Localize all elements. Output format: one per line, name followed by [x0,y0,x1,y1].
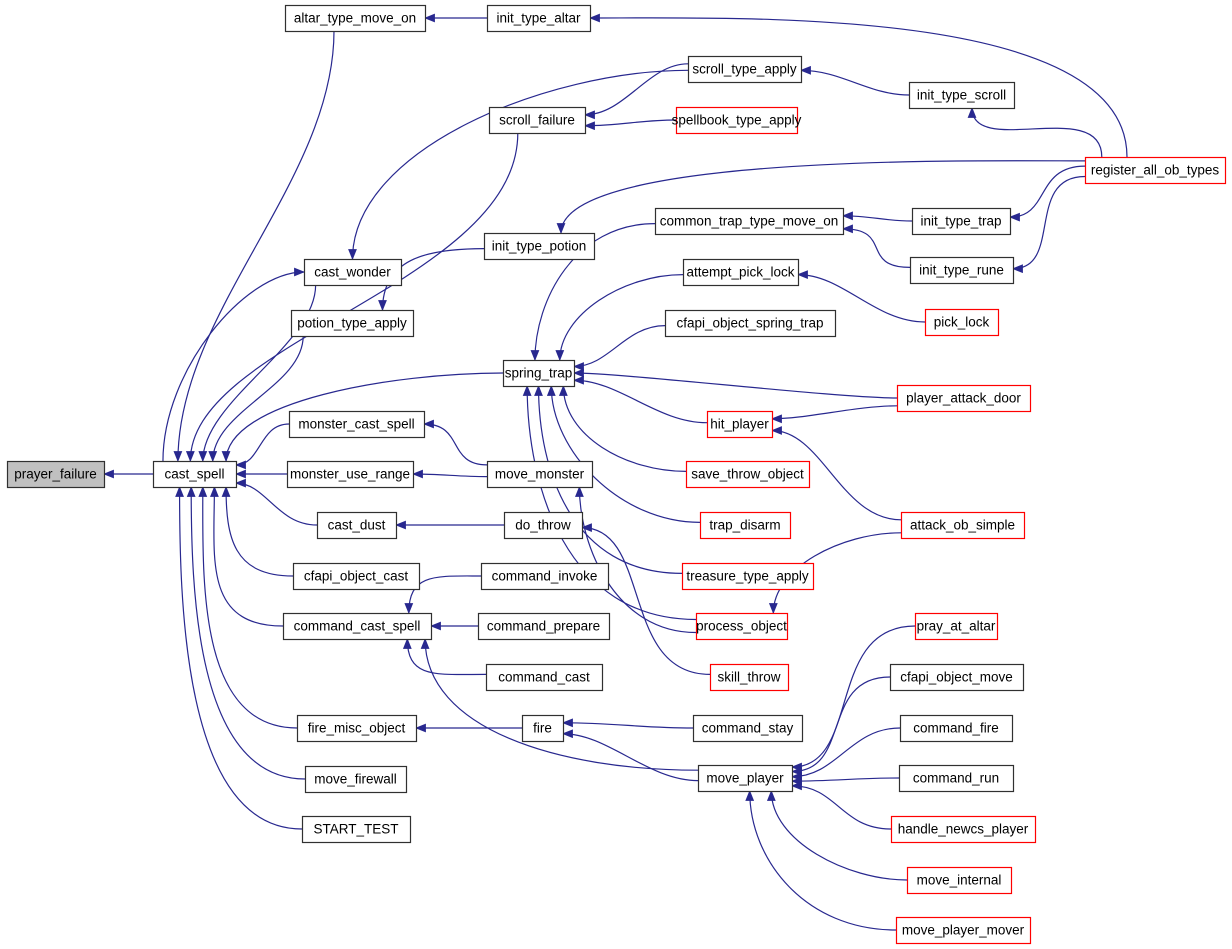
node-label: init_type_rune [919,262,1004,278]
edge-attempt_pick_lock-to-spring_trap [560,275,683,360]
node-move_player[interactable] [699,766,793,792]
node-fire[interactable] [523,716,564,742]
node-move_monster[interactable] [488,462,593,488]
node-pick_lock[interactable] [926,310,999,336]
node-label: move_internal [916,872,1002,888]
node-pray_at_altar[interactable] [916,614,998,640]
node-label: cast_wonder [314,264,391,280]
edge-fire_misc_object-to-cast_spell [203,487,297,728]
edge-command_fire-to-move_player [792,728,900,777]
node-prayer_failure[interactable] [8,462,105,488]
edge-init_type_trap-to-common_trap_type_move_on [843,216,912,221]
node-fire_misc_object[interactable] [298,716,417,742]
node-label: process_object [696,618,787,634]
node-handle_newcs_player[interactable] [892,817,1036,843]
edge-START_TEST-to-cast_spell [180,487,302,829]
node-label: scroll_type_apply [692,61,797,77]
node-label: save_throw_object [691,466,804,482]
node-label: START_TEST [313,821,399,837]
node-label: cast_spell [164,466,225,482]
edge-player_attack_door-to-hit_player [772,406,897,419]
edge-move_monster-to-monster_use_range [413,474,487,477]
node-label: hit_player [710,416,769,432]
edge-trap_disarm-to-spring_trap [551,386,700,522]
node-label: common_trap_type_move_on [659,213,839,229]
node-label: potion_type_apply [297,315,407,331]
node-register_all_ob_types[interactable] [1086,158,1226,184]
node-label: attack_ob_simple [909,517,1016,533]
node-init_type_scroll[interactable] [910,83,1015,109]
node-altar_type_move_on[interactable] [286,6,426,32]
node-label: fire [533,720,552,736]
node-attack_ob_simple[interactable] [902,513,1025,539]
node-command_invoke[interactable] [482,564,609,590]
edge-skill_throw-to-do_throw [582,528,710,675]
node-init_type_rune[interactable] [911,258,1014,284]
node-hit_player[interactable] [708,412,773,438]
node-spellbook_type_apply[interactable] [672,108,802,134]
node-label: treasure_type_apply [686,568,809,584]
node-trap_disarm[interactable] [701,513,791,539]
node-skill_throw[interactable] [711,665,789,691]
node-do_throw[interactable] [505,513,583,539]
edge-init_type_scroll-to-scroll_type_apply [801,70,909,95]
node-label: skill_throw [717,669,781,685]
node-spring_trap[interactable] [504,361,575,387]
node-label: command_prepare [486,618,601,634]
node-label: prayer_failure [14,466,97,482]
node-label: move_firewall [314,771,397,787]
node-label: attempt_pick_lock [686,264,795,280]
node-cast_dust[interactable] [318,513,397,539]
edge-register_all_ob_types-to-init_type_trap [1010,166,1085,217]
edge-move_internal-to-move_player [771,791,907,880]
node-label: handle_newcs_player [897,821,1029,837]
edge-cfapi_object_cast-to-cast_spell [226,487,293,576]
node-label: init_type_scroll [916,87,1007,103]
node-label: altar_type_move_on [293,10,417,26]
node-label: command_stay [701,720,794,736]
node-cast_wonder[interactable] [305,260,402,286]
node-process_object[interactable] [696,614,787,640]
edge-move_monster-to-monster_cast_spell [424,424,487,465]
edge-register_all_ob_types-to-init_type_rune [1013,177,1085,269]
edge-process_object-to-move_monster [579,487,696,633]
node-label: do_throw [515,517,571,533]
node-label: command_fire [913,720,999,736]
edge-register_all_ob_types-to-init_type_scroll [972,108,1102,157]
node-monster_use_range[interactable] [288,462,414,488]
node-command_fire[interactable] [901,716,1013,742]
node-monster_cast_spell[interactable] [290,412,425,438]
node-init_type_altar[interactable] [488,6,591,32]
edge-scroll_type_apply-to-cast_wonder [353,70,689,259]
edge-cfapi_object_move-to-move_player [792,677,890,772]
edge-spellbook_type_apply-to-scroll_failure [585,120,676,126]
edge-command_cast_spell-to-cast_spell [214,487,283,626]
edge-altar_type_move_on-to-cast_spell [178,31,334,461]
node-label: monster_cast_spell [298,416,415,432]
node-init_type_potion[interactable] [485,234,595,260]
node-START_TEST[interactable] [303,817,411,843]
node-potion_type_apply[interactable] [292,311,414,337]
node-label: player_attack_door [906,390,1021,406]
node-label: cfapi_object_cast [303,568,409,584]
edge-monster_cast_spell-to-cast_spell [236,424,289,465]
node-label: cast_dust [327,517,386,533]
node-command_stay[interactable] [694,716,803,742]
node-label: spring_trap [504,365,573,381]
node-cfapi_object_spring_trap[interactable] [666,311,836,337]
edge-scroll_type_apply-to-scroll_failure [585,64,688,115]
node-label: command_cast [498,669,590,685]
node-label: spellbook_type_apply [671,112,802,128]
node-init_type_trap[interactable] [913,209,1011,235]
node-move_internal[interactable] [908,868,1012,894]
node-label: init_type_potion [491,238,587,254]
node-label: command_cast_spell [293,618,421,634]
node-label: pick_lock [933,314,990,330]
node-label: pray_at_altar [916,618,996,634]
edge-command_run-to-move_player [792,778,899,781]
node-label: init_type_trap [920,213,1002,229]
node-command_run[interactable] [900,766,1014,792]
node-treasure_type_apply[interactable] [683,564,814,590]
edge-handle_newcs_player-to-move_player [792,786,891,829]
edge-command_stay-to-fire [563,723,693,728]
node-cast_spell[interactable] [154,462,237,488]
edge-save_throw_object-to-spring_trap [563,386,686,471]
node-cfapi_object_cast[interactable] [294,564,420,590]
edge-pray_at_altar-to-move_player [792,626,915,767]
node-label: scroll_failure [499,112,575,128]
edge-cfapi_object_spring_trap-to-spring_trap [574,326,665,367]
edge-move_player-to-command_cast_spell [425,639,698,770]
edge-register_all_ob_types-to-init_type_altar [590,18,1127,157]
node-label: command_invoke [491,568,598,584]
node-label: move_player [706,770,784,786]
edge-hit_player-to-spring_trap [574,380,707,422]
edge-move_player_mover-to-move_player [750,791,896,930]
node-label: fire_misc_object [307,720,406,736]
node-label: trap_disarm [709,517,781,533]
node-scroll_type_apply[interactable] [689,57,802,83]
node-attempt_pick_lock[interactable] [684,260,799,286]
node-move_player_mover[interactable] [897,918,1031,944]
node-player_attack_door[interactable] [898,386,1031,412]
node-label: init_type_altar [496,10,581,26]
node-command_cast[interactable] [487,665,603,691]
node-scroll_failure[interactable] [490,108,586,134]
node-label: monster_use_range [289,466,411,482]
edge-cast_spell-to-cast_wonder [163,272,304,461]
node-common_trap_type_move_on[interactable] [656,209,844,235]
node-save_throw_object[interactable] [687,462,810,488]
edge-move_player-to-fire [563,734,698,781]
node-label: command_run [912,770,1000,786]
node-label: cfapi_object_move [900,669,1013,685]
node-command_prepare[interactable] [479,614,610,640]
node-label: move_monster [494,466,585,482]
edge-command_cast-to-command_cast_spell [407,639,486,675]
node-label: register_all_ob_types [1090,162,1220,178]
node-label: cfapi_object_spring_trap [676,315,824,331]
node-move_firewall[interactable] [306,767,407,793]
edge-cast_dust-to-cast_spell [236,483,317,525]
node-cfapi_object_move[interactable] [891,665,1024,691]
node-command_cast_spell[interactable] [284,614,432,640]
node-label: move_player_mover [901,922,1025,938]
edge-init_type_rune-to-common_trap_type_move_on [843,229,910,268]
edge-potion_type_apply-to-cast_spell [213,336,303,461]
